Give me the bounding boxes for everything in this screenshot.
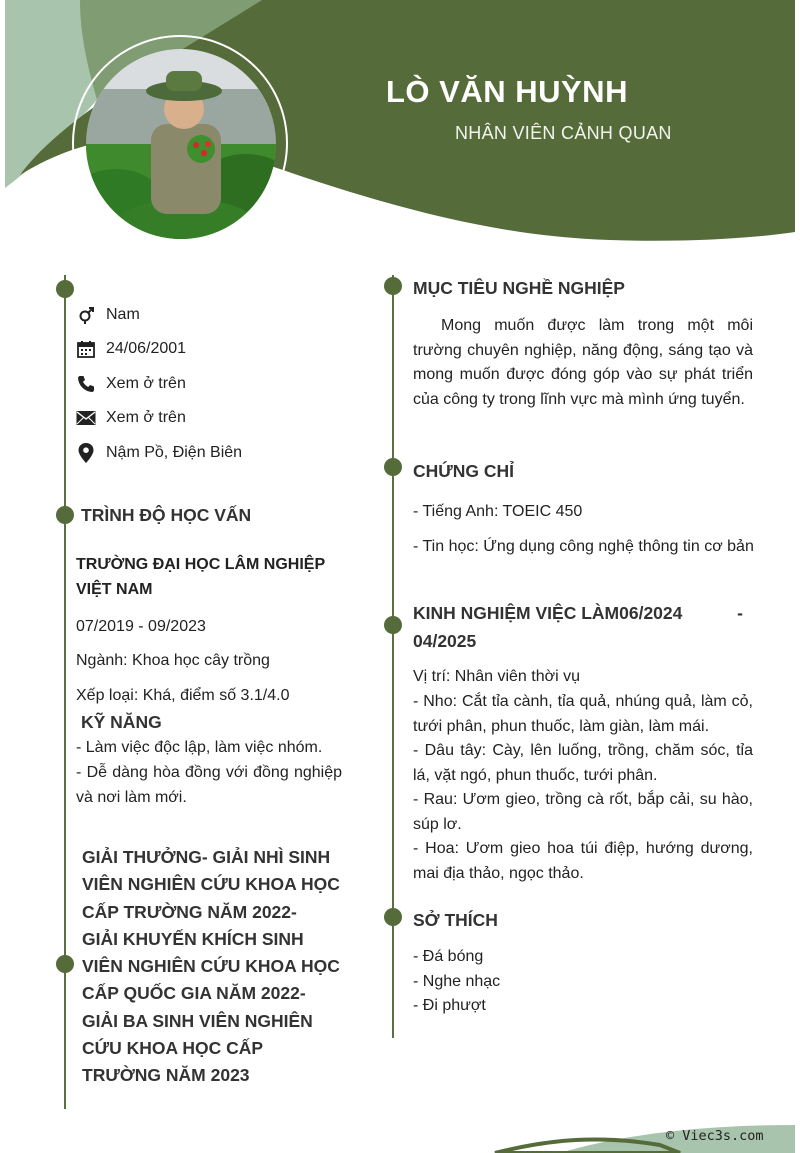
phone-row xyxy=(76,372,186,396)
experience-dot xyxy=(384,616,402,634)
gender-row xyxy=(76,303,140,327)
birthday-text: 24/06/2001 xyxy=(106,340,187,357)
awards-dot xyxy=(56,955,74,973)
education-heading: TRÌNH ĐỘ HỌC VẤN xyxy=(81,505,252,525)
objective-text: Mong muốn được làm trong một môi trường chuyên nghiệp, năng động, sáng tạo và mong muốn được đóng góp vào sự phát triển của công ty trong lĩnh vực mà mình ứng tuyển. xyxy=(413,317,753,408)
education-grade: Xếp loại: Khá, điểm số 3.1/4.0 xyxy=(76,687,290,704)
hobby-item: - Đi phượt xyxy=(413,997,486,1014)
certificates-dot xyxy=(384,458,402,476)
awards-line: VIÊN NGHIÊN CỨU KHOA HỌC xyxy=(82,956,340,977)
address-row xyxy=(76,441,242,465)
email-row xyxy=(76,406,186,430)
birthday-row xyxy=(76,337,186,361)
awards-line: CỨU KHOA HỌC CẤP xyxy=(82,1038,264,1059)
envelope-icon xyxy=(76,408,96,428)
phone-icon xyxy=(76,374,96,394)
certificate-item-2: - Tin học: Ứng dụng công nghệ thông tin cơ bản xyxy=(413,538,754,555)
experience-position: Vị trí: Nhân viên thời vụ xyxy=(413,668,581,685)
hobby-item: - Đá bóng xyxy=(413,948,484,965)
left-timeline-line xyxy=(64,275,66,1109)
hobbies-heading: SỞ THÍCH xyxy=(413,910,498,930)
awards-line: GIẢI THƯỞNG- GIẢI NHÌ SINH xyxy=(82,847,331,867)
skill-item-1: - Làm việc độc lập, làm việc nhóm. xyxy=(76,739,323,756)
certificate-item-1: - Tiếng Anh: TOEIC 450 xyxy=(413,503,583,520)
awards-block xyxy=(82,844,344,1090)
experience-item: - Dâu tây: Cày, lên luống, trồng, chăm sóc, tỉa lá, vặt ngó, phun thuốc, tưới phân. xyxy=(413,742,753,784)
experience-item: - Rau: Ươm gieo, trồng cà rốt, bắp cải, su hào, súp lơ. xyxy=(413,791,753,833)
personal-info-dot xyxy=(56,280,74,298)
objective-heading: MỤC TIÊU NGHỀ NGHIỆP xyxy=(413,278,625,298)
skill-item-2: - Dễ dàng hòa đồng với đồng nghiệp và nơi làm mới. xyxy=(76,764,342,806)
education-dot xyxy=(56,506,74,524)
awards-line: CẤP TRƯỜNG NĂM 2022- xyxy=(82,901,297,922)
awards-line: CẤP QUỐC GIA NĂM 2022- xyxy=(82,983,306,1004)
hobby-item: - Nghe nhạc xyxy=(413,973,501,990)
school-name-line1: TRƯỜNG ĐẠI HỌC LÂM NGHIỆP xyxy=(76,556,326,573)
certificates-heading: CHỨNG CHỈ xyxy=(413,461,515,481)
experience-item: - Nho: Cắt tỉa cành, tỉa quả, nhúng quả, làm cỏ, tưới phân, phun thuốc, làm giàn, làm mái. xyxy=(413,693,753,735)
gender-icon xyxy=(76,305,96,325)
experience-heading-dash: - xyxy=(737,603,743,623)
experience-heading-end-date: 04/2025 xyxy=(413,631,477,651)
address-text: Nậm Pồ, Điện Biên xyxy=(106,444,243,461)
objective-dot xyxy=(384,277,402,295)
candidate-job-title: NHÂN VIÊN CẢNH QUAN xyxy=(455,123,672,143)
email-text: Xem ở trên xyxy=(106,409,186,426)
phone-text: Xem ở trên xyxy=(106,375,186,392)
skills-heading: KỸ NĂNG xyxy=(81,712,162,732)
candidate-name: LÒ VĂN HUỲNH xyxy=(386,74,628,109)
education-major: Ngành: Khoa học cây trồng xyxy=(76,652,270,669)
awards-line: GIẢI KHUYẾN KHÍCH SINH xyxy=(82,928,304,949)
hobbies-dot xyxy=(384,908,402,926)
calendar-icon xyxy=(76,339,96,359)
avatar xyxy=(86,49,276,239)
experience-heading xyxy=(413,599,743,655)
watermark: © Viec3s.com xyxy=(666,1128,764,1144)
experience-heading-left: KINH NGHIỆM VIỆC LÀM06/2024 xyxy=(413,603,683,623)
location-pin-icon xyxy=(76,443,96,463)
gender-text: Nam xyxy=(106,306,140,323)
experience-item: - Hoa: Ươm gieo hoa túi điệp, hướng dương, mai địa thảo, ngọc thảo. xyxy=(413,840,753,882)
awards-line: VIÊN NGHIÊN CỨU KHOA HỌC xyxy=(82,874,340,895)
awards-line: GIẢI BA SINH VIÊN NGHIÊN xyxy=(82,1010,313,1031)
education-period: 07/2019 - 09/2023 xyxy=(76,618,206,635)
school-name-line2: VIỆT NAM xyxy=(76,581,153,598)
awards-line: TRƯỜNG NĂM 2023 xyxy=(82,1065,250,1086)
